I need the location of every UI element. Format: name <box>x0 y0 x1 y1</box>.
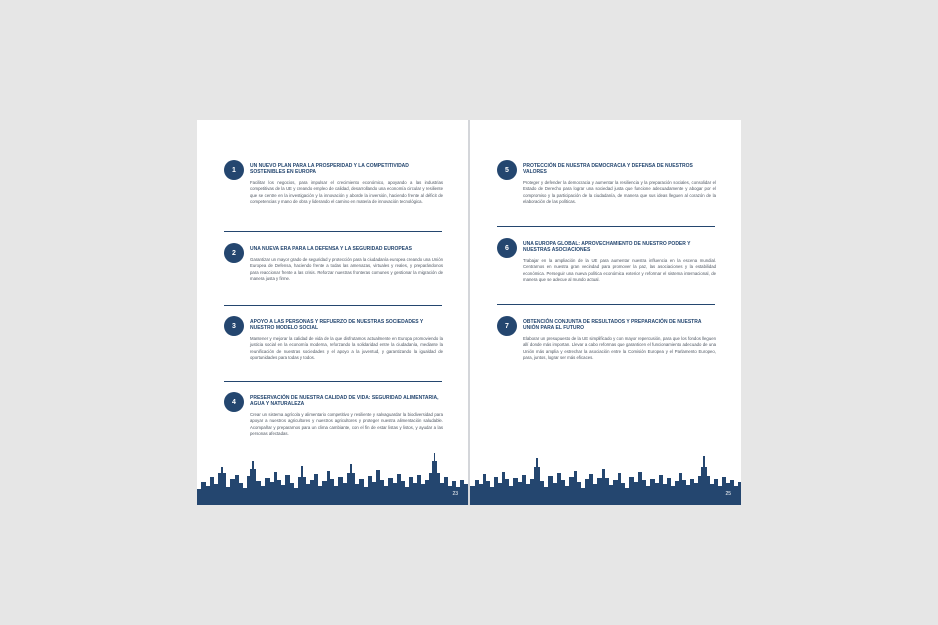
divider <box>497 226 715 227</box>
item-title: PRESERVACIÓN DE NUESTRA CALIDAD DE VIDA: SEGURIDAD ALIMENTARIA, AGUA Y NATURALEZA <box>250 395 439 407</box>
divider <box>224 231 442 232</box>
page-number: 23 <box>452 491 458 497</box>
item-title: UN NUEVO PLAN PARA LA PROSPERIDAD Y LA COMPETITIVIDAD SOSTENIBLES EN EUROPA <box>250 163 409 175</box>
item-text: Elaborar un presupuesto de la UE simplificado y con mayor repercusión, para que los fondos lleguen allí donde más importan. Llevar a cabo reformas que garanticen el funcionamiento adecuado de una Unión más amplia y estrechar la asociación entre la Comisión Europea y el Parlamento Europeo, para, juntos, lograr ser más eficaces. <box>523 336 716 361</box>
city-skyline-illustration <box>197 453 468 505</box>
page-number: 25 <box>725 491 731 497</box>
divider <box>224 381 442 382</box>
city-skyline-illustration <box>470 453 741 505</box>
item-text: Garantizar un mayor grado de seguridad y protección para la ciudadanía europea creando una Unión Europea de Defensa, haciendo frente a todas las amenazas, virtuales y reales, y preparándonos para reaccionar frente a las crisis. Reforzar nuestras fronteras comunes y gestionar la migración de manera justa y firme. <box>250 257 443 282</box>
right-page <box>470 120 741 505</box>
item-text: Facilitar los negocios, para impulsar el crecimiento económico, apoyando a las industrias competitivas de la UE y creando empleo de calidad, desarrollando una economía circular y resiliente que se centre en la investigación y la innovación y aborde la inversión, haciendo frente al déficit de competencias y mano de obra y liderando el camino en materia de innovación tecnológica. <box>250 180 443 205</box>
item-text: Mantener y mejorar la calidad de vida de la que disfrutamos actualmente en Europa promoviendo la justicia social en la economía moderna, reforzando la solidaridad entre la ciudadanía, mediante la reunificación de nuestras sociedades y el apoyo a la juventud, y garantizando la igualdad de oportunidades para todas y todos. <box>250 336 443 361</box>
number-badge: 5 <box>497 160 517 180</box>
number-badge: 4 <box>224 392 244 412</box>
divider <box>497 304 715 305</box>
item-text: Crear un sistema agrícola y alimentario competitivo y resiliente y salvaguardar la biodiversidad para apoyar a nuestros agricultores y nuestros agricultores y proteger nuestra alimentación saludable. Acompañar y prepararnos para un clima cambiante, con el fin de estar listas y listos, y ayudar a las personas afectadas. <box>250 412 443 437</box>
booklet-spread <box>197 120 741 505</box>
item-title: UNA EUROPA GLOBAL: APROVECHAMIENTO DE NUESTRO PODER Y NUESTRAS ASOCIACIONES <box>523 241 691 253</box>
number-badge: 7 <box>497 316 517 336</box>
number-badge: 6 <box>497 238 517 258</box>
item-text: Proteger y defender la democracia y aumentar la resiliencia y la preparación sociales, consolidar el Estado de Derecho para lograr una sociedad justa que funcione adecuadamente y abogar por el compromiso y la participación de la ciudadanía, de manera que sus ideas lleguen al corazón de la elaboración de las políticas. <box>523 180 716 205</box>
divider <box>224 305 442 306</box>
item-text: Trabajar en la ampliación de la UE para aumentar nuestra influencia en la escena mundial. Centrarnos en nuestra gran vecindad para promover la paz, las asociaciones y la estabilidad económica. Perseguir una nueva política económica exterior y reformar el sistema internacional, de manera que se adecue al mundo actual. <box>523 258 716 283</box>
item-title: APOYO A LAS PERSONAS Y REFUERZO DE NUESTRAS SOCIEDADES Y NUESTRO MODELO SOCIAL <box>250 319 424 331</box>
item-title: OBTENCIÓN CONJUNTA DE RESULTADOS Y PREPARACIÓN DE NUESTRA UNIÓN PARA EL FUTURO <box>523 319 702 331</box>
item-title: UNA NUEVA ERA PARA LA DEFENSA Y LA SEGURIDAD EUROPEAS <box>250 246 412 252</box>
left-page <box>197 120 468 505</box>
number-badge: 1 <box>224 160 244 180</box>
item-title: PROTECCIÓN DE NUESTRA DEMOCRACIA Y DEFENSA DE NUESTROS VALORES <box>523 163 693 175</box>
number-badge: 3 <box>224 316 244 336</box>
number-badge: 2 <box>224 243 244 263</box>
